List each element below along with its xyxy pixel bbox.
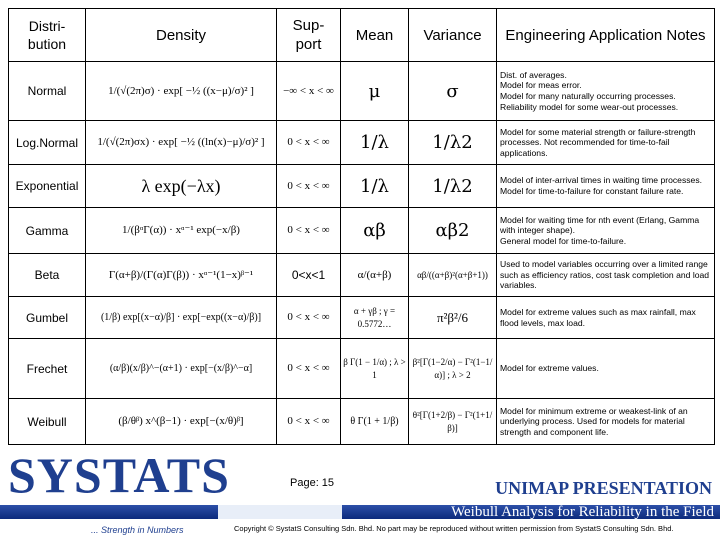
row-normal-density: 1/(√(2π)σ) · exp[ −½ ((x−μ)/σ)² ]	[108, 84, 254, 97]
row-weibull-name: Weibull	[27, 414, 67, 429]
row-normal-notes: Dist. of averages. Model for meas error. Model for many naturally occurring processes. Reliability model for some wear-out processes.	[500, 69, 679, 112]
row-normal-name: Normal	[27, 84, 67, 98]
logo-main-text: SYSTATS	[8, 447, 230, 503]
row-gamma-variance: αβ2	[435, 220, 470, 241]
row-weibull-notes: Model for minimum extreme or weakest-link of an underlying process. Used for models for material strength and component life.	[500, 405, 688, 437]
row-gumbel-density: (1/β) exp[(x−α)/β] · exp[−exp((x−α)/β)]	[100, 312, 262, 323]
row-gamma-mean: αβ	[363, 220, 386, 241]
table-border-bottom	[8, 444, 714, 445]
row-frechet-mean: β Γ(1 − 1/α) ; λ > 1	[343, 356, 406, 380]
row-exponential-density: λ exp(−λx)	[141, 175, 221, 196]
presentation-subtitle: Weibull Analysis for Reliability in the Field	[451, 504, 714, 520]
systats-logo	[8, 447, 230, 535]
row-gumbel-support: 0 < x < ∞	[287, 311, 330, 323]
row-exponential-support: 0 < x < ∞	[287, 179, 330, 192]
row-gamma-name: Gamma	[25, 223, 69, 238]
row-normal-variance: σ	[446, 80, 459, 102]
row-gumbel-mean: α + γβ ; γ = 0.5772…	[353, 305, 396, 329]
row-normal-mean: μ	[368, 80, 381, 102]
row-lognormal-density: 1/(√(2π)σx) · exp[ −½ ((ln(x)−μ)/σ)² ]	[97, 136, 265, 148]
row-frechet-variance: β²[Γ(1−2/α) − Γ²(1−1/α)] ; λ > 2	[412, 356, 493, 380]
row-exponential-notes: Model of inter-arrival times in waiting time processes. Model for time-to-failure for constant failure rate.	[500, 175, 703, 196]
row-weibull-mean: θ Γ(1 + 1/β)	[350, 416, 399, 427]
row-exponential-name: Exponential	[15, 179, 79, 193]
page-number: Page: 15	[290, 477, 335, 489]
row-gamma-density: 1/(βᵅΓ(α)) · xᵅ⁻¹ exp(−x/β)	[122, 224, 240, 236]
row-gamma-support: 0 < x < ∞	[287, 224, 330, 236]
row-lognormal-notes: Model for some material strength or failure-strength processes. Not recommended for time-to-fail applications.	[500, 126, 696, 158]
row-gumbel-name: Gumbel	[25, 310, 69, 325]
header-notes: Engineering Application Notes	[505, 26, 706, 44]
header-support: Sup- port	[292, 17, 325, 53]
row-exponential-mean: 1/λ	[360, 175, 389, 197]
table-border-right	[714, 8, 715, 445]
row-frechet-notes: Model for extreme values.	[500, 363, 599, 374]
row-lognormal-variance: 1/λ2	[432, 132, 473, 153]
row-lognormal-support: 0 < x < ∞	[287, 136, 330, 148]
row-frechet-support: 0 < x < ∞	[287, 362, 330, 374]
row-lognormal-name: Log.Normal	[15, 135, 79, 150]
row-weibull-variance: θ²[Γ(1+2/β) − Γ²(1+1/β)]	[412, 409, 493, 433]
row-beta-variance: αβ/((α+β)²(α+β+1))	[417, 269, 488, 280]
header-mean: Mean	[355, 26, 394, 44]
row-gumbel-notes: Model for extreme values such as max rainfall, max flood levels, max load.	[500, 306, 696, 328]
row-exponential-variance: 1/λ2	[432, 175, 473, 197]
row-frechet-density: (α/β)(x/β)^−(α+1) · exp[−(x/β)^−α]	[109, 363, 253, 374]
row-weibull-support: 0 < x < ∞	[287, 415, 330, 427]
row-beta-support: 0<x<1	[291, 268, 326, 282]
header-density: Density	[155, 26, 207, 44]
header-distribution: Distri- bution	[27, 18, 67, 52]
row-frechet-name: Frechet	[26, 361, 68, 376]
row-weibull-density: (β/θᵝ) x^(β−1) · exp[−(x/θ)ᵝ]	[118, 415, 244, 427]
row-beta-density: Γ(α+β)/(Γ(α)Γ(β)) · xᵅ⁻¹(1−x)ᵝ⁻¹	[108, 268, 254, 281]
row-lognormal-mean: 1/λ	[360, 132, 389, 153]
footer-page-box	[218, 505, 342, 519]
row-beta-notes: Used to model variables occurring over a limited range such as efficiency ratios, cost task completion and load variables.	[500, 259, 710, 291]
row-beta-name: Beta	[34, 268, 60, 282]
row-gamma-notes: Model for waiting time for nth event (Erlang, Gamma with integer shape). General model for time-to-failure.	[500, 214, 700, 246]
logo-tagline: ... Strength in Numbers	[91, 525, 184, 535]
presentation-title: UNIMAP PRESENTATION	[495, 478, 712, 498]
header-variance: Variance	[423, 26, 482, 44]
row-gumbel-variance: π²β²/6	[436, 310, 469, 325]
row-beta-mean: α/(α+β)	[357, 268, 392, 281]
copyright-notice: Copyright © SystatS Consulting Sdn. Bhd. No part may be reproduced without written permission from SystatS Consulting Sdn. Bhd.	[234, 524, 674, 533]
row-normal-support: −∞ < x < ∞	[283, 84, 334, 97]
